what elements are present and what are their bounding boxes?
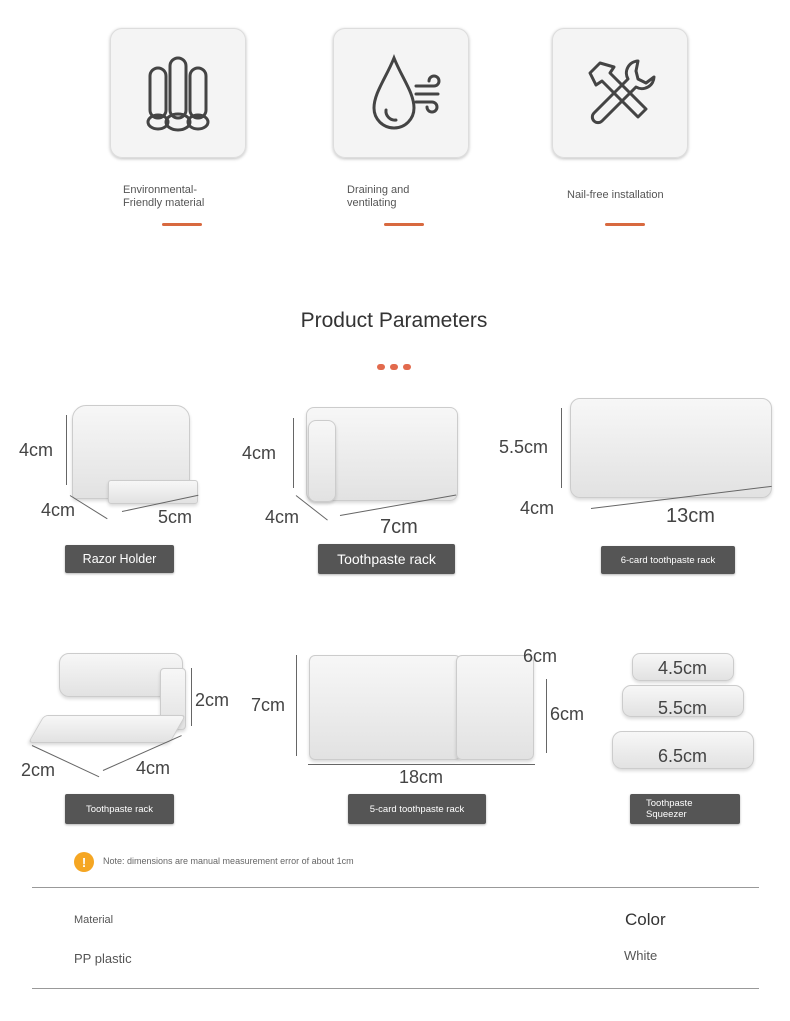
squeezer-size-large: 6.5cm [658,746,708,766]
toothpaste-rack-small-depth: 2cm [21,760,56,780]
tag-six-card-rack: 6-card toothpaste rack [601,546,735,574]
title-dots [377,364,411,370]
six-card-rack-height: 5.5cm [499,437,549,457]
feature-label-nailfree: Nail-free installation [567,189,664,201]
tools-icon [578,51,662,135]
squeezer-size-medium: 5.5cm [658,698,708,718]
squeezer-size-small: 4.5cm [658,658,708,678]
note-text: Note: dimensions are manual measurement error of about 1cm [103,856,354,866]
section-title: Product Parameters [300,309,488,332]
feature-divider-nailfree [605,223,645,226]
six-card-rack-depth: 4cm [520,498,555,518]
toothpaste-rack-small-width: 4cm [136,758,171,778]
toothpaste-rack-large-height: 4cm [242,443,277,463]
logs-icon [138,48,218,138]
toothpaste-rack-large-depth: 4cm [265,507,300,527]
spec-bottom-rule [32,988,759,989]
feature-divider-eco [162,223,202,226]
five-card-rack-cup-height: 6cm [550,704,585,724]
color-label: Color [625,910,666,929]
tag-five-card-rack: 5-card toothpaste rack [348,794,486,824]
tag-toothpaste-rack-large: Toothpaste rack [318,544,455,574]
five-card-rack-width: 18cm [399,767,444,787]
razor-holder-width: 5cm [158,507,193,527]
feature-card-eco [110,28,246,158]
spec-top-rule [32,887,759,888]
feature-label-draining: Draining and ventilating [347,184,410,209]
tag-squeezer: Toothpaste Squeezer [630,794,740,824]
five-card-rack-cup-width: 6cm [523,646,558,666]
material-label: Material [74,914,114,926]
feature-label-eco: Environmental- Friendly material [123,184,205,209]
material-value: PP plastic [74,951,132,966]
feature-card-draining [333,28,469,158]
exclamation-icon: ! [74,852,94,872]
razor-holder-depth: 4cm [41,500,76,520]
six-card-rack-width: 13cm [666,505,715,527]
feature-card-nailfree [552,28,688,158]
razor-holder-height: 4cm [19,440,54,460]
toothpaste-rack-large-width: 7cm [380,516,418,538]
tag-toothpaste-rack-small: Toothpaste rack [65,794,174,824]
toothpaste-rack-small-height: 2cm [195,690,230,710]
color-value: White [624,948,658,963]
five-card-rack-height: 7cm [251,695,286,715]
feature-divider-draining [384,223,424,226]
water-drop-icon [356,48,446,138]
tag-razor-holder: Razor Holder [65,545,174,573]
